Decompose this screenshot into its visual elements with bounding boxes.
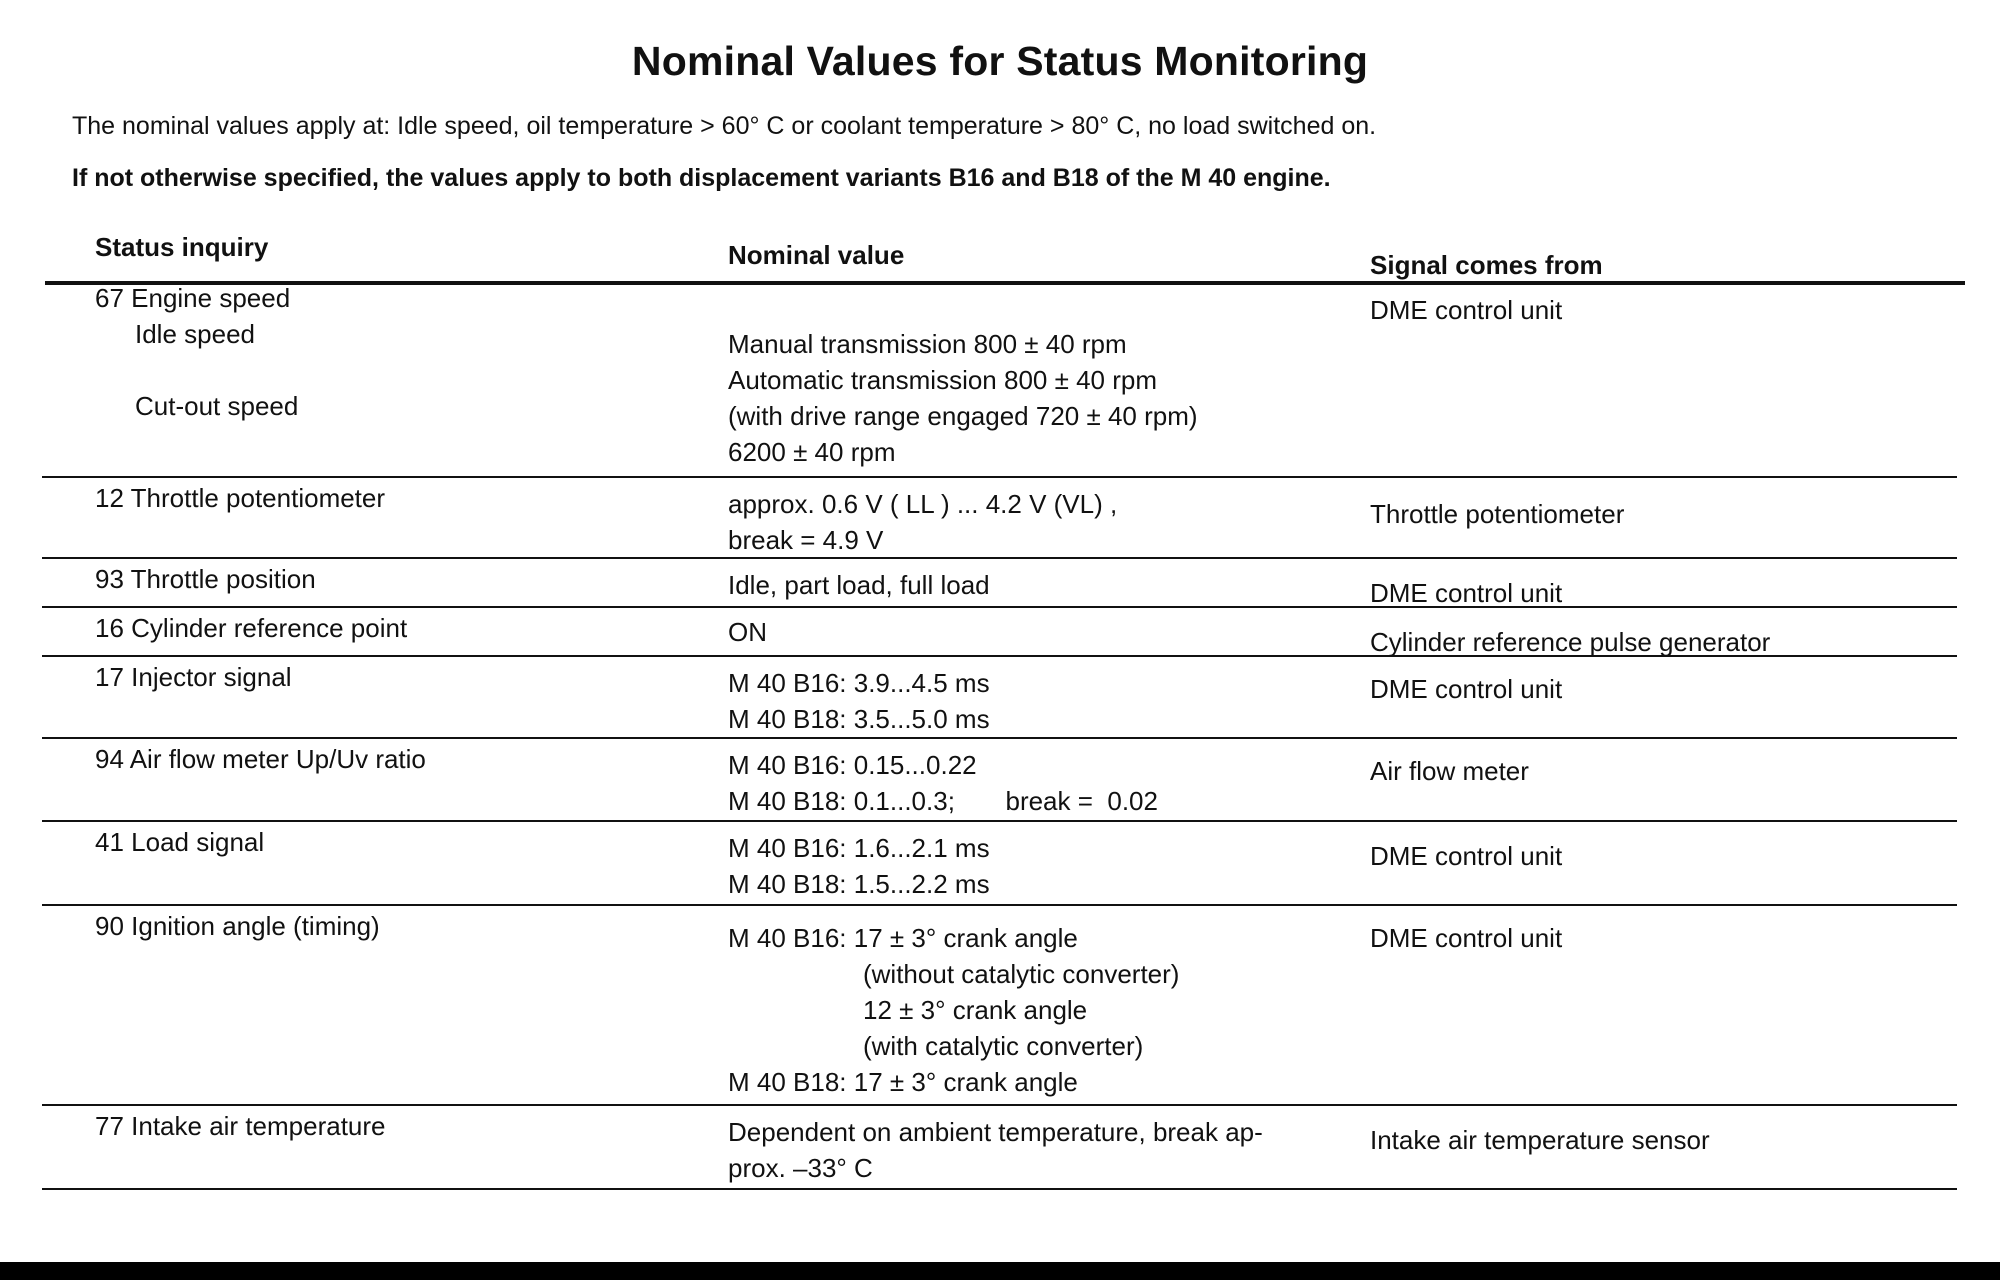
nominal-line: Manual transmission 800 ± 40 rpm	[728, 329, 1127, 359]
row-divider	[42, 476, 1957, 478]
nominal-cell	[728, 326, 1198, 470]
nominal-cell: ON	[728, 617, 767, 647]
row-divider	[42, 904, 1957, 906]
nominal-line: M 40 B18: 17 ± 3° crank angle	[728, 1067, 1078, 1097]
nominal-line: M 40 B18: 3.5...5.0 ms	[728, 704, 990, 734]
nominal-line: approx. 0.6 V ( LL ) ... 4.2 V (VL) ,	[728, 489, 1118, 519]
nominal-cell: Idle, part load, full load	[728, 570, 990, 600]
nominal-line: Automatic transmission 800 ± 40 rpm	[728, 365, 1157, 395]
nominal-line: (without catalytic converter)	[863, 959, 1180, 989]
nominal-line: (with catalytic converter)	[863, 1031, 1144, 1061]
column-header-nominal: Nominal value	[728, 240, 905, 270]
signal-cell: Throttle potentiometer	[1370, 499, 1625, 529]
signal-cell: DME control unit	[1370, 923, 1563, 953]
signal-cell: Air flow meter	[1370, 756, 1529, 786]
row-divider	[42, 737, 1957, 739]
status-cell: 17 Injector signal	[95, 662, 292, 692]
variants-note: If not otherwise specified, the values apply to both displacement variants B16 and B18 of the M 40 engine.	[72, 164, 1331, 192]
row-divider	[42, 557, 1957, 559]
status-cell: 93 Throttle position	[95, 564, 316, 594]
status-sublabel: Idle speed	[135, 319, 255, 349]
status-cell: 94 Air flow meter Up/Uv ratio	[95, 744, 426, 774]
nominal-line: M 40 B16: 3.9...4.5 ms	[728, 668, 990, 698]
status-cell: 16 Cylinder reference point	[95, 613, 408, 643]
signal-cell: DME control unit	[1370, 841, 1563, 871]
nominal-line: (with drive range engaged 720 ± 40 rpm)	[728, 401, 1198, 431]
signal-cell: DME control unit	[1370, 295, 1563, 325]
status-cell: 12 Throttle potentiometer	[95, 483, 386, 513]
status-cell: 41 Load signal	[95, 827, 265, 857]
row-divider	[42, 1104, 1957, 1106]
nominal-cell	[728, 830, 990, 902]
nominal-cell	[728, 665, 990, 737]
nominal-cell	[728, 486, 1117, 558]
nominal-line: M 40 B16: 17 ± 3° crank angle	[728, 923, 1078, 953]
nominal-line: 6200 ± 40 rpm	[728, 437, 896, 467]
nominal-cell	[728, 747, 1158, 819]
column-header-status: Status inquiry	[95, 232, 269, 262]
conditions-note: The nominal values apply at: Idle speed, oil temperature > 60° C or coolant temperature > 80° C, no load switched on.	[72, 112, 1377, 140]
row-divider	[42, 820, 1957, 822]
nominal-line: M 40 B16: 0.15...0.22	[728, 750, 977, 780]
nominal-cell	[728, 920, 1179, 1100]
nominal-line: 12 ± 3° crank angle	[863, 995, 1088, 1025]
signal-cell: Cylinder reference pulse generator	[1370, 627, 1771, 657]
status-cell: 77 Intake air temperature	[95, 1111, 386, 1141]
page-title: Nominal Values for Status Monitoring	[631, 38, 1369, 84]
header-rule	[45, 281, 1965, 285]
row-divider	[42, 655, 1957, 657]
nominal-line: break = 4.9 V	[728, 525, 884, 555]
signal-cell: DME control unit	[1370, 674, 1563, 704]
nominal-line: M 40 B16: 1.6...2.1 ms	[728, 833, 990, 863]
scan-border	[0, 1262, 2000, 1280]
row-divider	[42, 606, 1957, 608]
column-header-signal: Signal comes from	[1370, 250, 1603, 280]
status-cell	[95, 280, 298, 424]
status-label: 67 Engine speed	[95, 283, 291, 313]
nominal-cell	[728, 1114, 1263, 1186]
status-cell: 90 Ignition angle (timing)	[95, 911, 380, 941]
nominal-line: Dependent on ambient temperature, break ap-	[728, 1117, 1263, 1147]
signal-cell: Intake air temperature sensor	[1370, 1125, 1710, 1155]
nominal-line: M 40 B18: 1.5...2.2 ms	[728, 869, 990, 899]
table-bottom-rule	[42, 1188, 1957, 1190]
status-sublabel: Cut-out speed	[135, 391, 299, 421]
signal-cell: DME control unit	[1370, 578, 1563, 608]
nominal-line: M 40 B18: 0.1...0.3; break = 0.02	[728, 786, 1158, 816]
nominal-line: prox. –33° C	[728, 1153, 873, 1183]
